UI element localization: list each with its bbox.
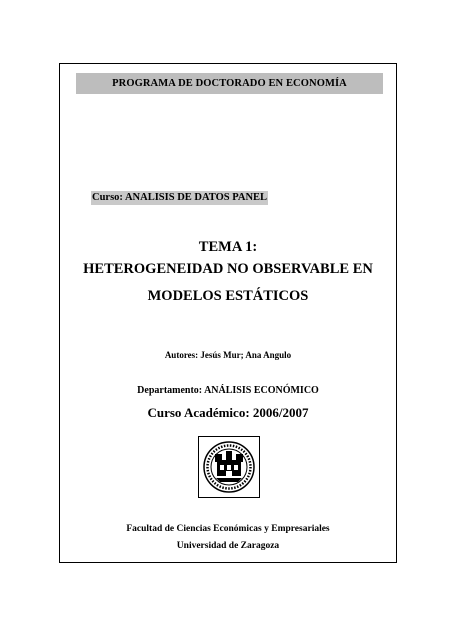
topic-title-line-2: MODELOS ESTÁTICOS xyxy=(147,288,309,304)
faculty-name: Facultad de Ciencias Económicas y Empresariales xyxy=(126,524,330,534)
program-banner: PROGRAMA DE DOCTORADO EN ECONOMÍA xyxy=(76,73,383,94)
university-seal-icon xyxy=(198,436,260,498)
department: Departamento: ANÁLISIS ECONÓMICO xyxy=(137,385,319,396)
academic-year: Curso Académico: 2006/2007 xyxy=(147,405,309,420)
university-name: Universidad de Zaragoza xyxy=(176,541,280,551)
authors: Autores: Jesús Mur; Ana Angulo xyxy=(164,350,292,360)
topic-number: TEMA 1: xyxy=(198,239,258,255)
cover-frame xyxy=(59,63,397,563)
topic-title-line-1: HETEROGENEIDAD NO OBSERVABLE EN xyxy=(83,261,373,277)
course-label: Curso: ANALISIS DE DATOS PANEL xyxy=(92,192,268,203)
